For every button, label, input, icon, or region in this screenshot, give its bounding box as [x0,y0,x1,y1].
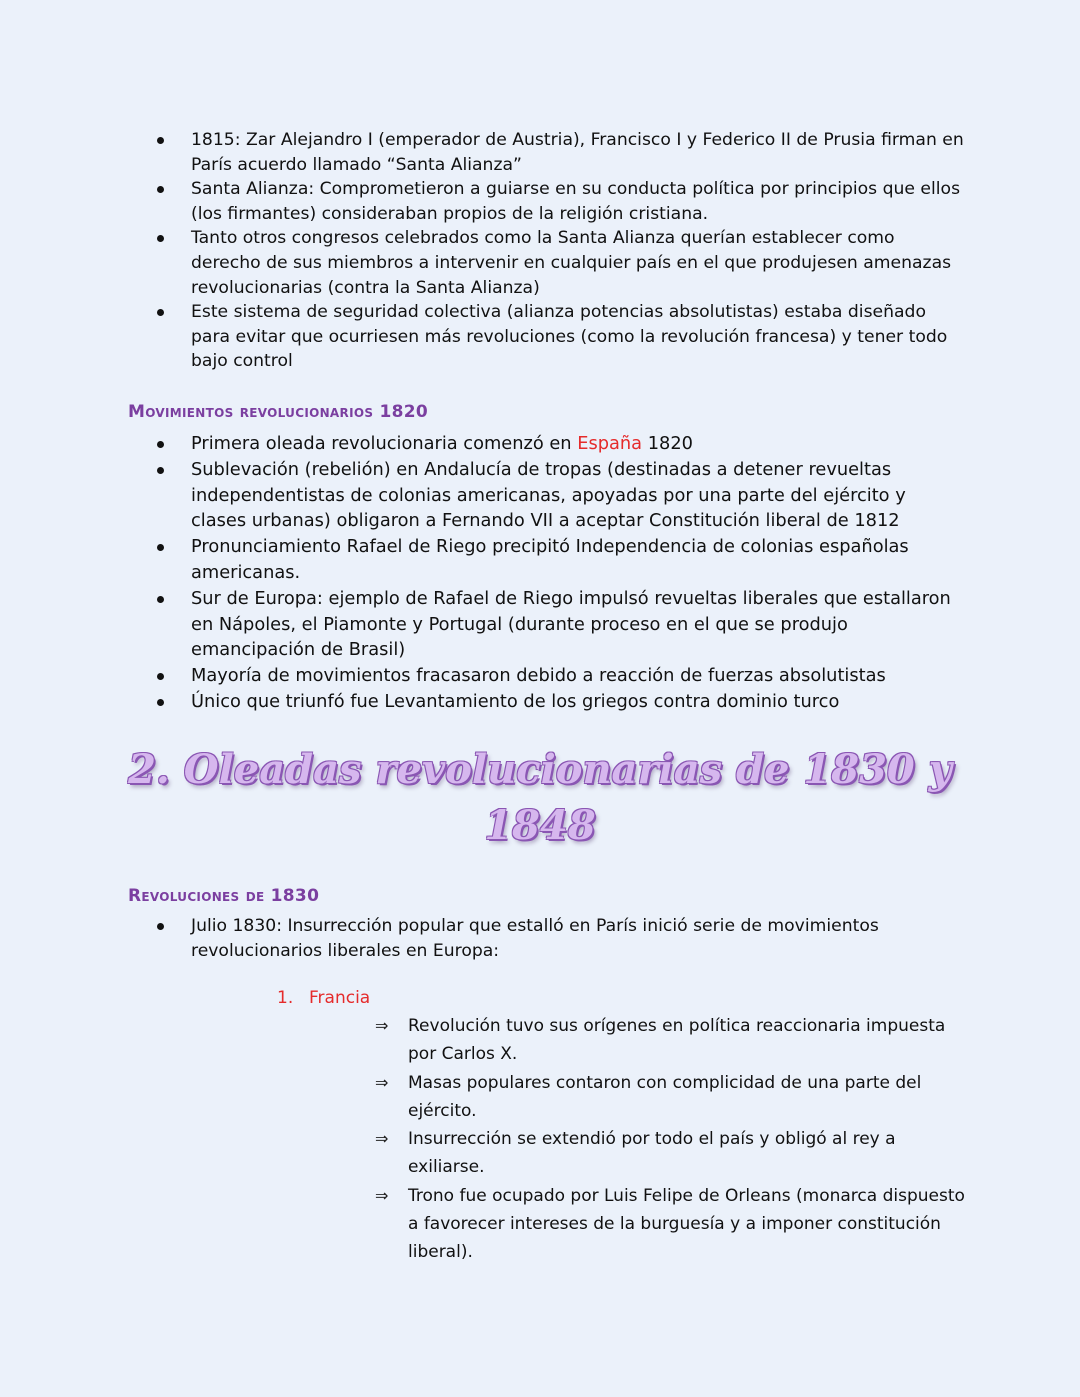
list-item: 1815: Zar Alejandro I (emperador de Austria), Francisco I y Federico II de Prusia firman en París acuerdo llamado “Santa Alianza” [155,128,965,177]
list-item: Julio 1830: Insurrección popular que estalló en París inició serie de movimientos revolucionarios liberales en Europa: [155,914,965,963]
double-arrow-icon: ⇒ [375,1072,389,1092]
bullet-icon [157,467,164,474]
chapter-title-line-2: 1848 [484,802,596,849]
double-arrow-icon: ⇒ [375,1016,389,1035]
list-item: ⇒ Revolución tuvo sus orígenes en política reaccionaria impuesta por Carlos X. [375,1012,965,1069]
bullet-icon [157,186,164,193]
list-item: Santa Alianza: Comprometieron a guiarse en su conducta política por principios que ellos (los firmantes) consideraban propios de la religión cristiana. [155,177,965,226]
list-item: Mayoría de movimientos fracasaron debido a reacción de fuerzas absolutistas [155,663,965,689]
santa-alianza-list [155,128,965,374]
numbered-item-francia [277,988,370,1008]
bullet-icon [157,544,164,551]
list-item: Tanto otros congresos celebrados como la Santa Alianza querían establecer como derecho de sus miembros a intervenir en cualquier país en el que produjesen amenazas revolucionarias (contra la Santa Alianza) [155,226,965,300]
francia-arrow-list [375,1012,965,1267]
bullet-icon [157,923,164,930]
bullet-icon [157,441,164,448]
section-heading-1830: Revoluciones de 1830 [128,886,320,906]
list-item: ⇒ Masas populares contaron con complicidad de una parte del ejército. [375,1069,965,1126]
bullet-icon [157,309,164,316]
bullet-icon [157,673,164,680]
section-heading-1820: Movimientos revolucionarios 1820 [128,402,429,422]
list-item: Pronunciamiento Rafael de Riego precipitó Independencia de colonias españolas americanas. [155,534,965,586]
bullet-icon [157,235,164,242]
double-arrow-icon: ⇒ [375,1129,389,1149]
list-item: Sublevación (rebelión) en Andalucía de tropas (destinadas a detener revueltas independentistas de colonias americanas, apoyadas por una parte del ejército y clases urbanas) obligaron a Fernando VII a aceptar Constitución liberal de 1812 [155,457,965,534]
list-item: Primera oleada revolucionaria comenzó en España 1820 [155,431,965,457]
movimientos-1820-list [155,431,965,715]
list-item: ⇒ Insurrección se extendió por todo el país y obligó al rey a exiliarse. [375,1125,965,1182]
revoluciones-1830-list [155,914,965,963]
highlight-espana: España [577,433,643,454]
double-arrow-icon: ⇒ [375,1185,389,1205]
list-item: ⇒ Trono fue ocupado por Luis Felipe de Orleans (monarca dispuesto a favorecer intereses de la burguesía y a imponer constitución liberal). [375,1182,965,1267]
chapter-title [90,742,990,854]
bullet-icon [157,596,164,603]
francia-label: Francia [309,988,371,1008]
chapter-title-line-1: 2. Oleadas revolucionarias de 1830 y [128,746,952,793]
list-number: 1. [277,988,294,1008]
list-item: Sur de Europa: ejemplo de Rafael de Riego impulsó revueltas liberales que estallaron en Nápoles, el Piamonte y Portugal (durante proceso en el que se produjo emancipación de Brasil) [155,586,965,663]
bullet-icon [157,699,164,706]
list-item: Este sistema de seguridad colectiva (alianza potencias absolutistas) estaba diseñado para evitar que ocurriesen más revoluciones (como la revolución francesa) y tener todo bajo control [155,300,965,374]
bullet-icon [157,137,164,144]
list-item: Único que triunfó fue Levantamiento de los griegos contra dominio turco [155,689,965,715]
